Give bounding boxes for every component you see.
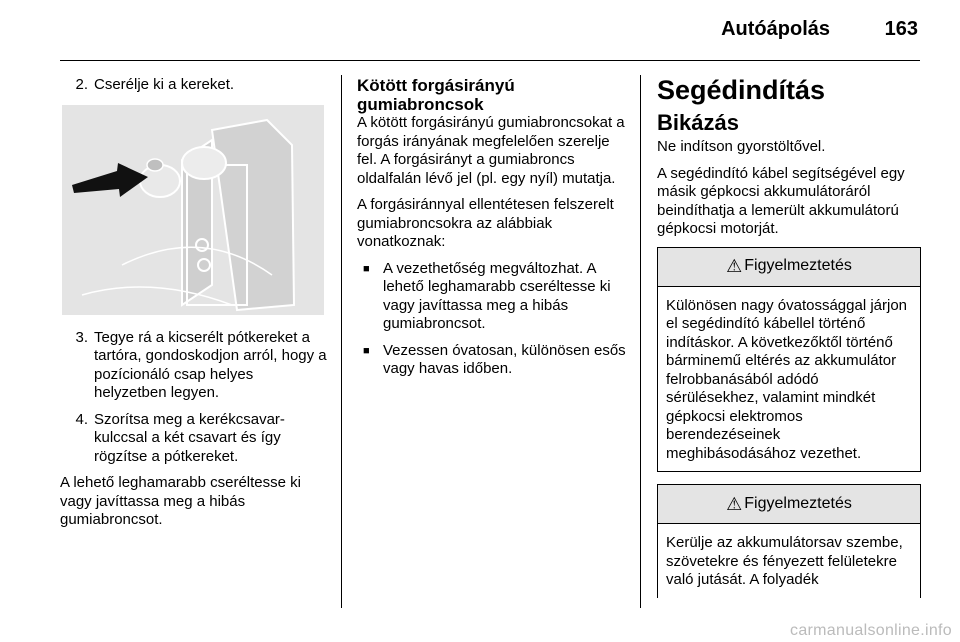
column-divider-1 <box>341 75 342 608</box>
jump-cable-paragraph: A segédindító kábel segítségével egy másik gépkocsi akkumulátoráról beindíthatja a lemerült akkumulátorú gépkocsi motorját. <box>657 164 905 237</box>
warning-title: Figyelmeztetés <box>744 257 852 275</box>
step-number: 2. <box>75 76 88 93</box>
warning-box-2 <box>657 484 921 598</box>
step-text: Szorítsa meg a kerékcsavar-kulccsal a két csavart és így rögzítse a pótkereket. <box>94 410 285 465</box>
warning-triangle-icon: ⚠ <box>726 493 743 514</box>
column-3 <box>657 70 921 598</box>
directional-tyres-paragraph: A kötött forgásirányú gumiabroncsokat a forgás irányának megfelelően szerelje fel. A forgásirányt a gumiabroncs oldalfalán lévő jel (pl. egy nyíl) mutatja. <box>357 114 625 187</box>
warning-box-1 <box>657 247 921 473</box>
column-1 <box>60 70 328 530</box>
square-bullet-icon: ■ <box>363 344 370 357</box>
step-text: Cserélje ki a kereket. <box>94 76 235 93</box>
jump-start-subheading: Bikázás <box>657 110 739 135</box>
no-fast-charger-paragraph: Ne indítson gyorstöltővel. <box>657 138 826 155</box>
step-4 <box>60 411 328 467</box>
repair-note: A lehető leghamarabb cseréltesse ki vagy javíttassa meg a hibás gumiabroncsot. <box>60 474 301 528</box>
column-divider-2 <box>640 75 641 608</box>
reverse-mounted-paragraph: A forgásiránnyal ellentétesen felszerelt gumiabroncsokra az alábbiak vonatkoznak: <box>357 196 614 250</box>
bullet-text: Vezessen óvatosan, különösen esős vagy havas időben. <box>383 341 626 377</box>
page-header-title: Autóápolás <box>721 18 830 40</box>
square-bullet-icon: ■ <box>363 262 370 275</box>
warning-header <box>658 248 920 287</box>
warning-header <box>658 485 920 524</box>
warning-triangle-icon: ⚠ <box>726 256 743 277</box>
directional-tyres-heading: Kötött forgásirányú gumiabroncsok <box>357 76 515 114</box>
spare-wheel-mount-drawing <box>62 105 324 315</box>
warning-title: Figyelmeztetés <box>744 494 852 512</box>
step-2 <box>60 76 328 95</box>
step-number: 4. <box>75 410 88 428</box>
step-3 <box>60 329 328 403</box>
page-number: 163 <box>884 18 918 40</box>
bullet-item <box>357 342 627 379</box>
step-text: Tegye rá a kicserélt pótkereket a tartóra, gondoskodjon arról, hogy a pozícionáló csap helyes helyzetben legyen. <box>94 328 327 401</box>
warning-text: Kerülje az akkumulátorsav szembe, szövetekre és fényezett felületekre való jutását. A folyadék <box>666 534 903 588</box>
watermark: carmanualsonline.info <box>790 622 952 639</box>
jump-start-heading: Segédindítás <box>657 75 826 105</box>
bullet-text: A vezethetőség megváltozhat. A lehető leghamarabb cseréltesse ki vagy javíttassa meg a hibás gumiabroncsot. <box>383 259 611 332</box>
step-number: 3. <box>75 328 88 346</box>
column-2 <box>357 70 627 387</box>
spare-wheel-illustration <box>62 105 324 315</box>
warning-text: Különösen nagy óvatossággal járjon el segédindító kábellel történő indításkor. A következőktől történő bárminemű eltérés az akkumulátor felrobbanásából adódó sérülésekhez, valamint mindkét gépkocsi elektromos berendezéseinek meghibásodásához vezethet. <box>666 296 908 462</box>
header-rule <box>60 60 920 61</box>
bullet-item <box>357 260 627 334</box>
